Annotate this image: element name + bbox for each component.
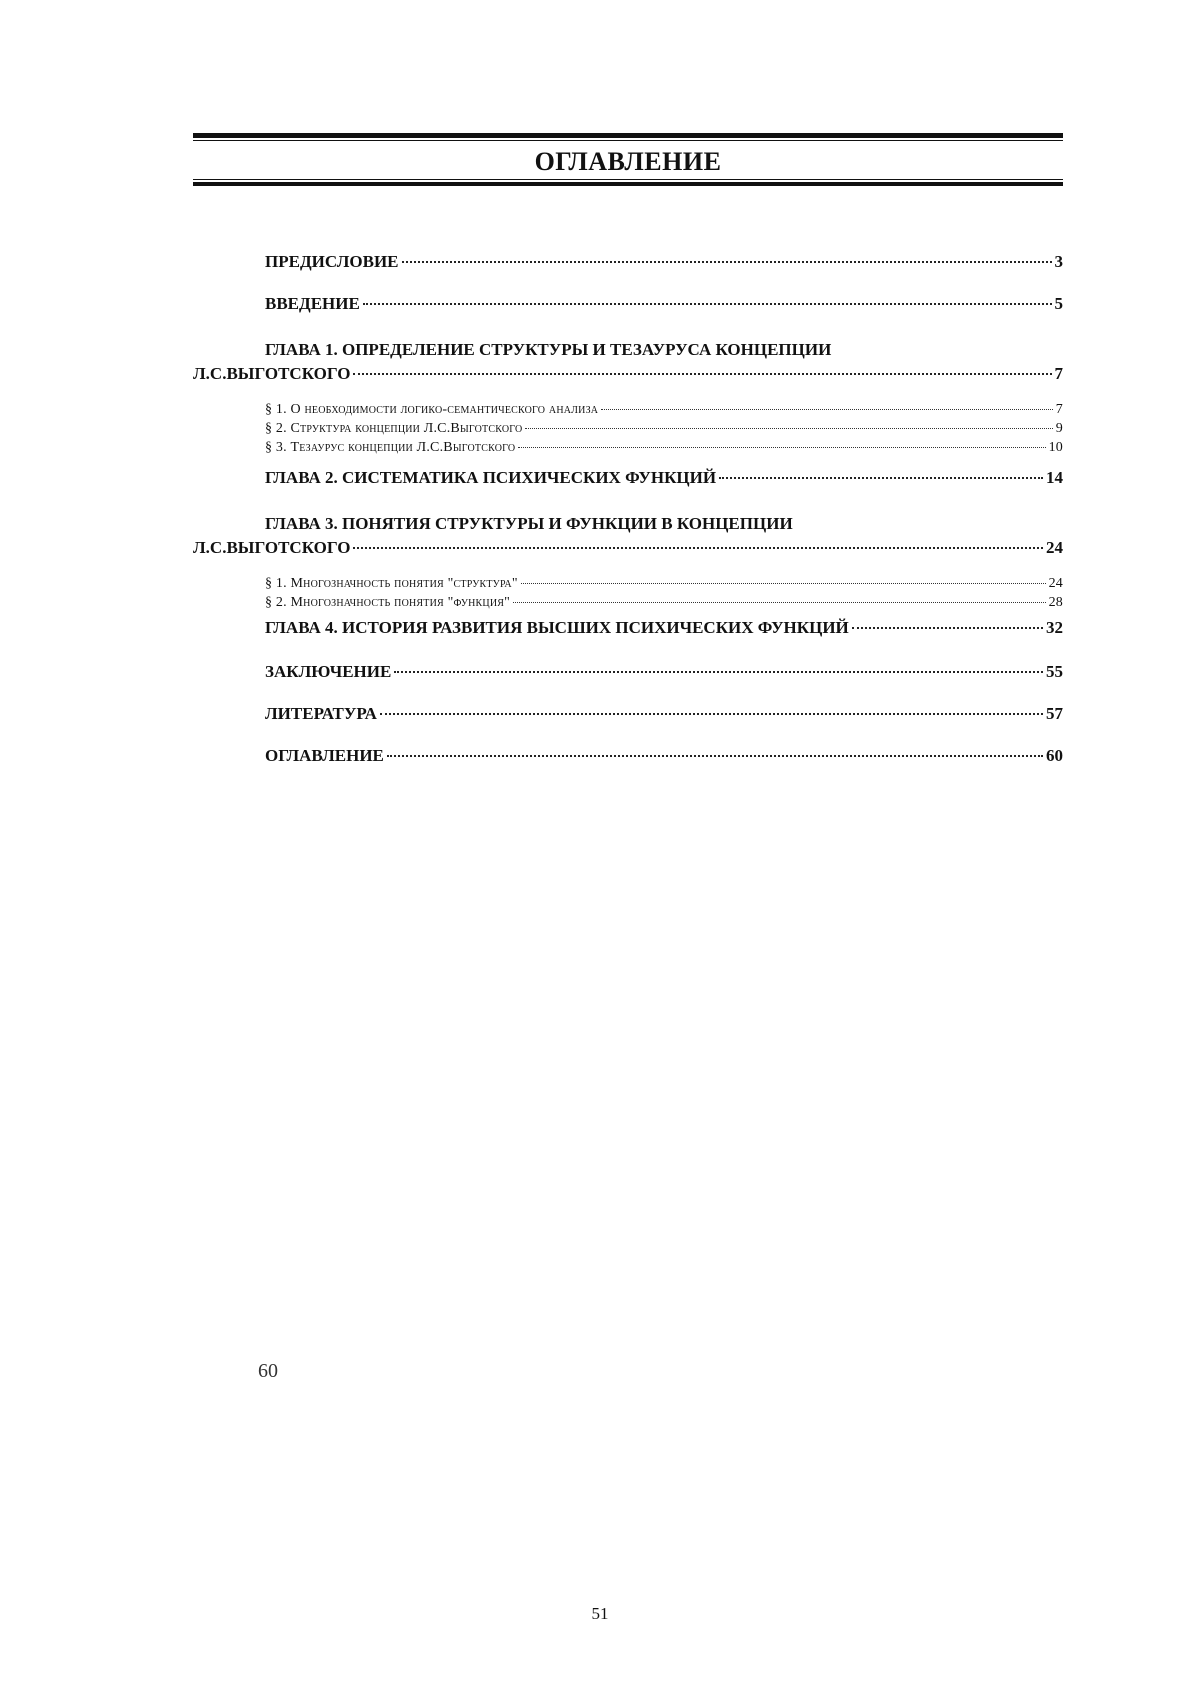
toc-entry-line (193, 440, 1063, 456)
page-number: 51 (591, 1604, 609, 1623)
toc-chapter-entry[interactable] (193, 250, 1063, 274)
toc-entry-text: ВВЕДЕНИЕ (265, 294, 360, 313)
toc-section-entry[interactable] (193, 440, 1063, 456)
header-rule-thin (193, 140, 1063, 141)
toc-entry-page: 5 (1054, 294, 1063, 313)
toc-entry-page: 14 (1046, 468, 1063, 487)
dot-leader (394, 671, 1043, 673)
toc-entry-line (193, 250, 1063, 274)
toc-entry-page: 28 (1048, 595, 1063, 610)
header-rule-thick (193, 133, 1063, 138)
toc-chapter-entry[interactable] (193, 338, 1063, 386)
page-title: ОГЛАВЛЕНИЕ (534, 147, 722, 176)
dot-leader (513, 602, 1046, 603)
toc-entry-title-line: ГЛАВА 3. ПОНЯТИЯ СТРУКТУРЫ И ФУНКЦИИ В КОНЦЕПЦИИ (265, 514, 793, 533)
toc-entry-page: 7 (1054, 364, 1063, 383)
toc-entry-line (193, 292, 1063, 316)
inner-page-number: 60 (258, 1360, 278, 1382)
toc-entry-page: 7 (1055, 402, 1063, 417)
toc-chapter-entry[interactable] (193, 466, 1063, 490)
dot-leader (521, 583, 1046, 584)
toc-entry-text: § 1. Многозначность понятия "структура" (265, 576, 518, 591)
dot-leader (852, 627, 1043, 629)
toc-entry-text: § 1. О необходимости логико-семантического анализа (265, 402, 599, 417)
dot-leader (518, 447, 1045, 448)
toc-header (193, 133, 1063, 186)
toc-entry-line (193, 616, 1063, 640)
toc-section-entry[interactable] (193, 421, 1063, 437)
dot-leader (402, 261, 1052, 263)
toc-section-entry[interactable] (193, 402, 1063, 418)
toc-chapter-entry[interactable] (193, 292, 1063, 316)
toc-entry-page: 60 (1046, 746, 1063, 765)
dot-leader (525, 428, 1052, 429)
toc-entry-line (193, 744, 1063, 768)
toc-entry-line (193, 576, 1063, 592)
dot-leader (719, 477, 1043, 479)
toc-entry-page: 9 (1055, 421, 1063, 436)
toc-entry-line (193, 466, 1063, 490)
dot-leader (380, 713, 1043, 715)
toc-entry-text: Л.С.ВЫГОТСКОГО (193, 364, 351, 383)
toc-entry-line (193, 660, 1063, 684)
dot-leader (353, 547, 1043, 549)
toc-entry-line (193, 402, 1063, 418)
title-rule-thin (193, 179, 1063, 180)
toc-entry-text: ПРЕДИСЛОВИЕ (265, 252, 399, 271)
toc-entry-text: ГЛАВА 4. ИСТОРИЯ РАЗВИТИЯ ВЫСШИХ ПСИХИЧЕСКИХ ФУНКЦИЙ (265, 618, 849, 637)
dot-leader (601, 409, 1053, 410)
toc-entry-text: ГЛАВА 2. СИСТЕМАТИКА ПСИХИЧЕСКИХ ФУНКЦИЙ (265, 468, 717, 487)
toc-entry-text: § 2. Структура концепции Л.С.Выготского (265, 421, 523, 436)
dot-leader (363, 303, 1052, 305)
toc-chapter-entry[interactable] (193, 512, 1063, 560)
toc-entry-page: 3 (1054, 252, 1063, 271)
toc-chapter-entry[interactable] (193, 660, 1063, 684)
toc-entry-page: 32 (1046, 618, 1063, 637)
title-rule-thick (193, 182, 1063, 186)
toc-section-entry[interactable] (193, 595, 1063, 611)
toc-entry-page: 24 (1048, 576, 1063, 591)
toc-entry-text: ОГЛАВЛЕНИЕ (265, 746, 384, 765)
toc-section-entry[interactable] (193, 576, 1063, 592)
toc-entry-line (193, 421, 1063, 437)
toc-entry-page: 10 (1048, 440, 1063, 455)
toc-entry-line (193, 362, 1063, 386)
dot-leader (387, 755, 1043, 757)
toc-chapter-entry[interactable] (193, 702, 1063, 726)
toc-entry-page: 24 (1046, 538, 1063, 557)
toc-entry-line (193, 702, 1063, 726)
toc-entry-text: § 3. Тезаурус концепции Л.С.Выготского (265, 440, 516, 455)
toc-entry-text: ЗАКЛЮЧЕНИЕ (265, 662, 392, 681)
dot-leader (353, 373, 1051, 375)
toc-chapter-entry[interactable] (193, 744, 1063, 768)
toc-chapter-entry[interactable] (193, 616, 1063, 640)
toc-entry-line (193, 595, 1063, 611)
toc-entry-page: 55 (1046, 662, 1063, 681)
toc-entry-text: Л.С.ВЫГОТСКОГО (193, 538, 351, 557)
toc-entry-title-line: ГЛАВА 1. ОПРЕДЕЛЕНИЕ СТРУКТУРЫ И ТЕЗАУРУСА КОНЦЕПЦИИ (265, 340, 832, 359)
toc-entry-text: § 2. Многозначность понятия "функция" (265, 595, 511, 610)
toc-entry-text: ЛИТЕРАТУРА (265, 704, 377, 723)
toc-entry-line (193, 536, 1063, 560)
toc-entry-page: 57 (1046, 704, 1063, 723)
